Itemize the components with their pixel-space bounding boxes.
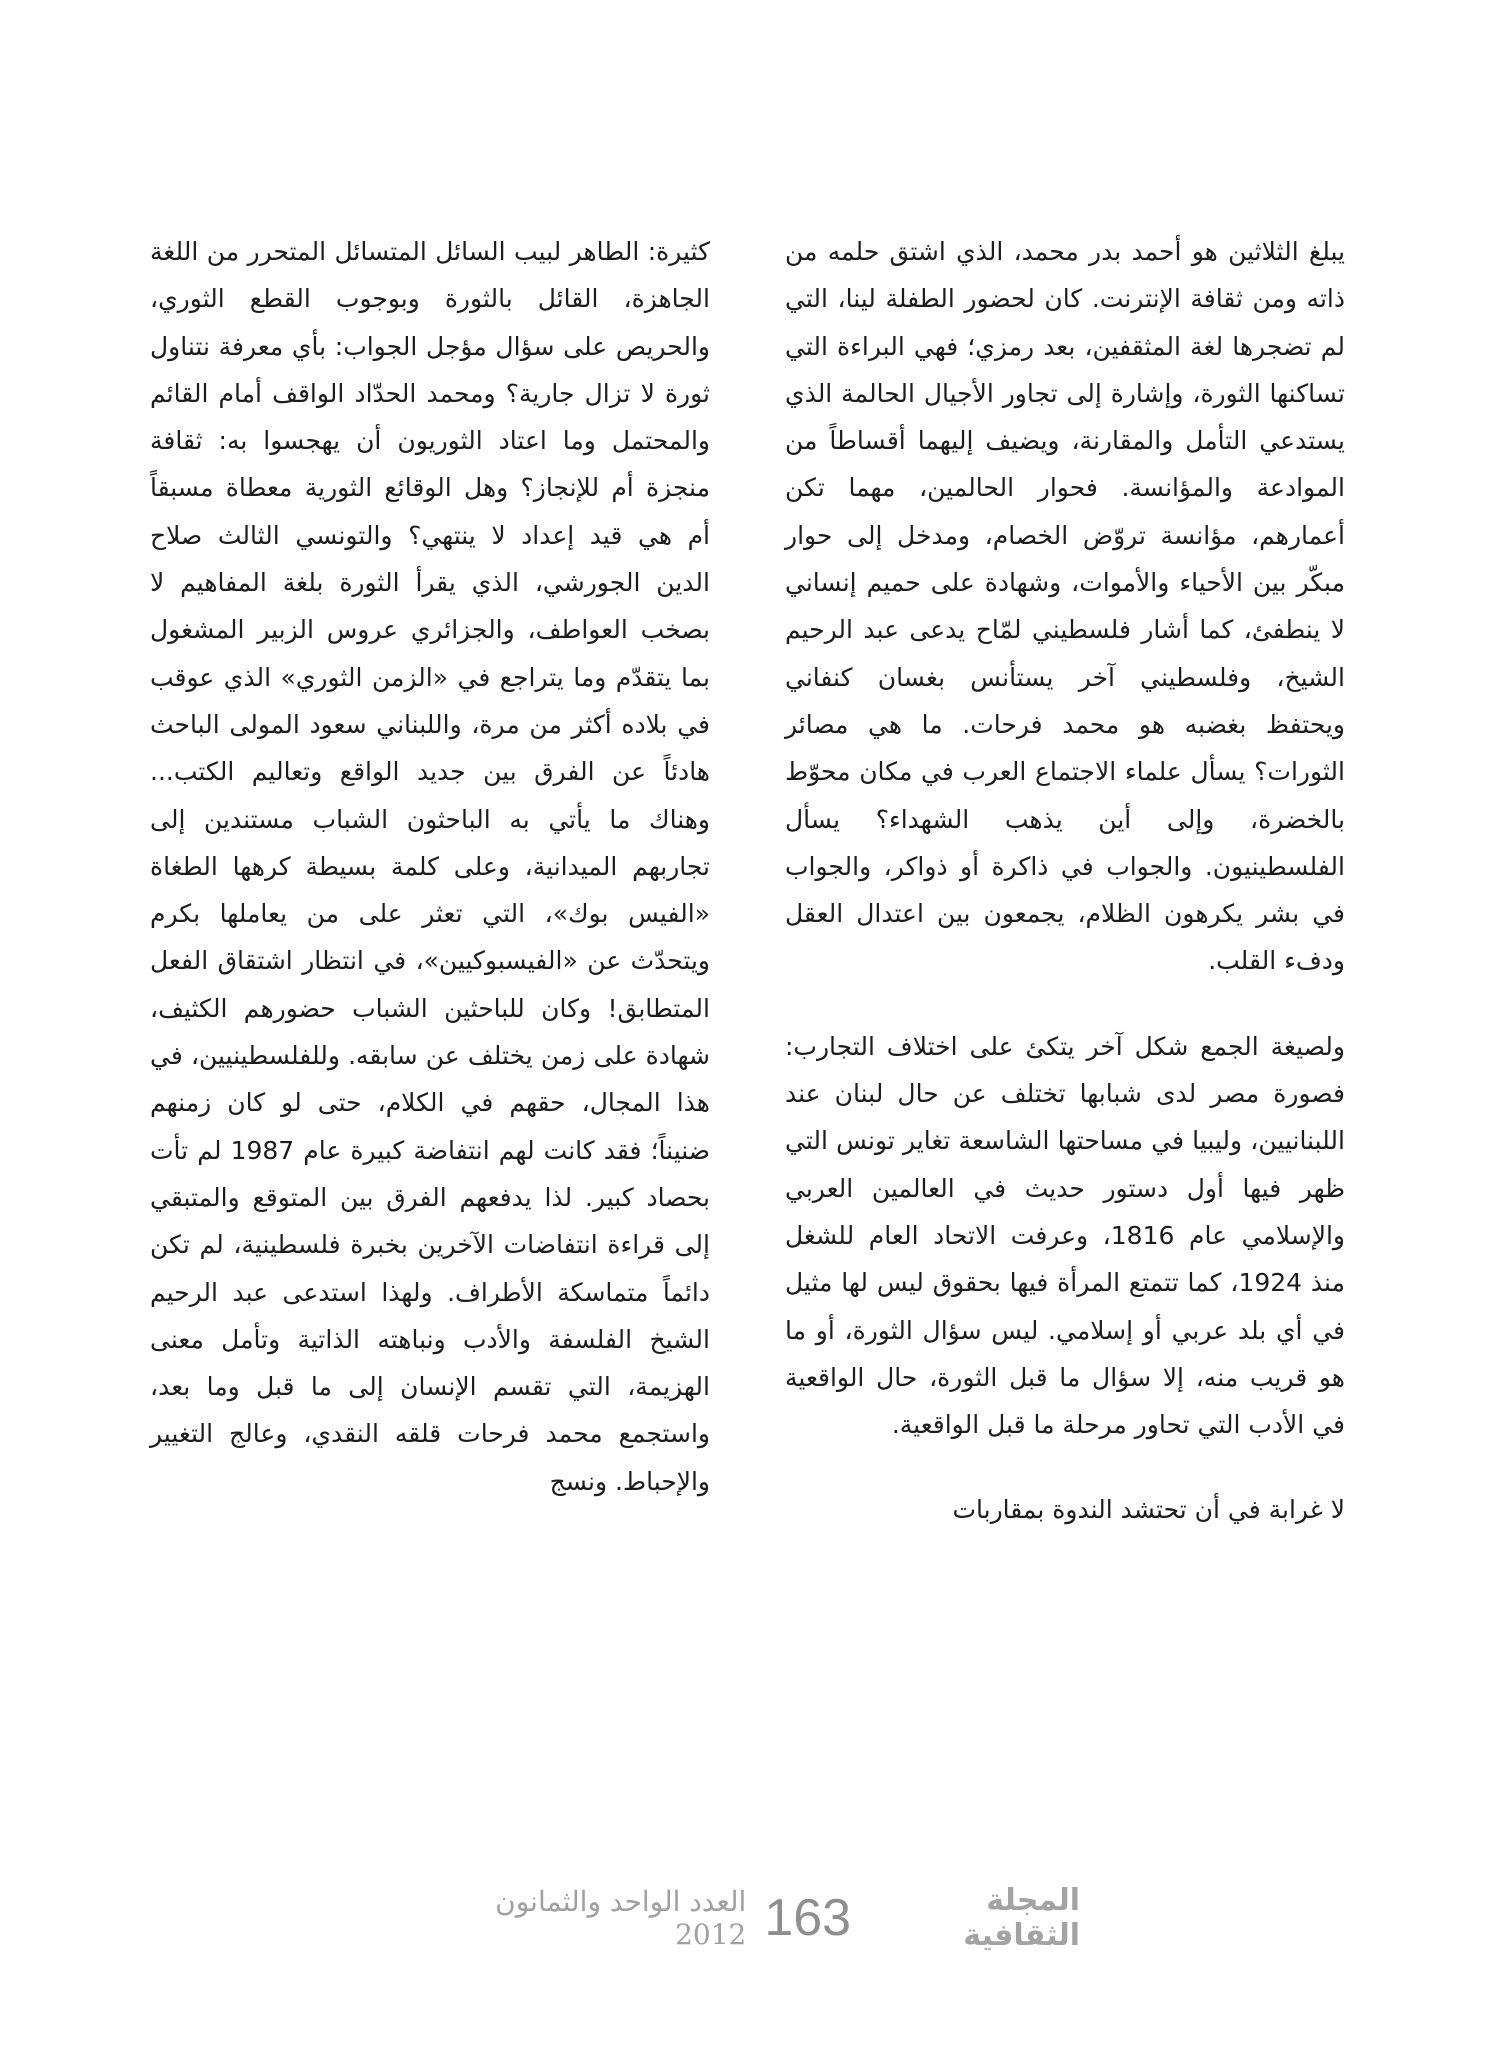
left-paragraph-1: كثيرة: الطاهر لبيب السائل المتسائل المتحرر من اللغة الجاهزة، القائل بالثورة وبوجوب القطع الثوري، والحريص على سؤال مؤجل الجواب: بأي معرفة نتناول ثورة لا تزال جارية؟ ومحمد الحدّاد الواقف أمام القائم والمحتمل وما اعتاد الثوريون أن يهجسوا به: ثقافة منجزة أم للإنجاز؟ وهل الوقائع الثورية معطاة مسبقاً أم هي قيد إعداد لا ينتهي؟ والتونسي الثالث صلاح الدين الجورشي، الذي يقرأ الثورة بلغة المفاهيم لا بصخب العواطف، والجزائري عروس الزبير المشغول بما يتقدّم وما يتراجع في «الزمن الثوري» الذي عوقب في بلاده أكثر من مرة، واللبناني سعود المولى الباحث هادئاً عن الفرق بين جديد الواقع وتعاليم الكتب... وهناك ما يأتي به الباحثون الشباب مستندين إلى تجاربهم الميدانية، وعلى كلمة بسيطة كرهها الطغاة «الفيس بوك»، التي تعثر على من يعاملها بكرم ويتحدّث عن «الفيسبوكيين»، في انتظار اشتقاق الفعل المتطابق! وكان للباحثين الشباب حضورهم الكثيف، شهادة على زمن يختلف عن سابقه. وللفلسطينيين، في هذا المجال، حقهم في الكلام، حتى لو كان زمنهم ضنيناً؛ فقد كانت لهم انتفاضة كبيرة عام 1987 لم تأت بحصاد كبير. لذا يدفعهم الفرق بين المتوقع والمتبقي إلى قراءة انتفاضات الآخرين بخبرة فلسطينية، لم تكن دائماً متماسكة الأطراف. ولهذا استدعى عبد الرحيم الشيخ الفلسفة والأدب ونباهته الذاتية وتأمل معنى الهزيمة، التي تقسم الإنسان إلى ما قبل وما بعد، واستجمع محمد فرحات قلقه النقدي، وعالج التغيير والإحباط. ونسج	[150, 237, 711, 1496]
page-footer	[430, 1883, 1080, 1953]
left-text-column	[150, 228, 710, 1505]
right-paragraph-3: لا غرابة في أن تحتشد الندوة بمقاربات	[952, 1495, 1345, 1525]
page-number: 163	[764, 1889, 852, 1947]
magazine-brand: المجلة الثقافية	[963, 1883, 1080, 1953]
right-paragraph-1: يبلغ الثلاثين هو أحمد بدر محمد، الذي اشتق حلمه من ذاته ومن ثقافة الإنترنت. كان لحضور الطفلة لينا، التي لم تضجرها لغة المثقفين، بعد رمزي؛ فهي البراءة التي تساكنها الثورة، وإشارة إلى تجاور الأجيال الحالمة الذي يستدعي التأمل والمقارنة، ويضيف إليهما أقساطاً من الموادعة والمؤانسة. فحوار الحالمين، مهما تكن أعمارهم، مؤانسة تروّض الخصام، ومدخل إلى حوار مبكّر بين الأحياء والأموات، وشهادة على حميم إنساني لا ينطفئ، كما أشار فلسطيني لمّاح يدعى عبد الرحيم الشيخ، وفلسطيني آخر يستأنس بغسان كنفاني ويحتفظ بغضبه هو محمد فرحات. ما هي مصائر الثورات؟ يسأل علماء الاجتماع العرب في مكان محوّط بالخضرة، وإلى أين يذهب الشهداء؟ يسأل الفلسطينيون. والجواب في ذاكرة أو ذواكر، والجواب في بشر يكرهون الظلام، يجمعون بين اعتدال العقل ودفء القلب.	[785, 237, 1345, 976]
right-text-column	[785, 228, 1345, 1534]
right-paragraph-2: ولصيغة الجمع شكل آخر يتكئ على اختلاف التجارب: فصورة مصر لدى شبابها تختلف عن حال لبنان عند اللبنانيين، وليبيا في مساحتها الشاسعة تغاير تونس التي ظهر فيها أول دستور حديث في العالمين العربي والإسلامي عام 1816، وعرفت الاتحاد العام للشغل منذ 1924، كما تتمتع المرأة فيها بحقوق ليس لها مثيل في أي بلد عربي أو إسلامي. ليس سؤال الثورة، أو ما هو قريب منه، إلا سؤال ما قبل الثورة، حال الواقعية في الأدب التي تحاور مرحلة ما قبل الواقعية.	[785, 1031, 1345, 1440]
issue-label: العدد الواحد والثمانون 2012	[495, 1885, 747, 1951]
